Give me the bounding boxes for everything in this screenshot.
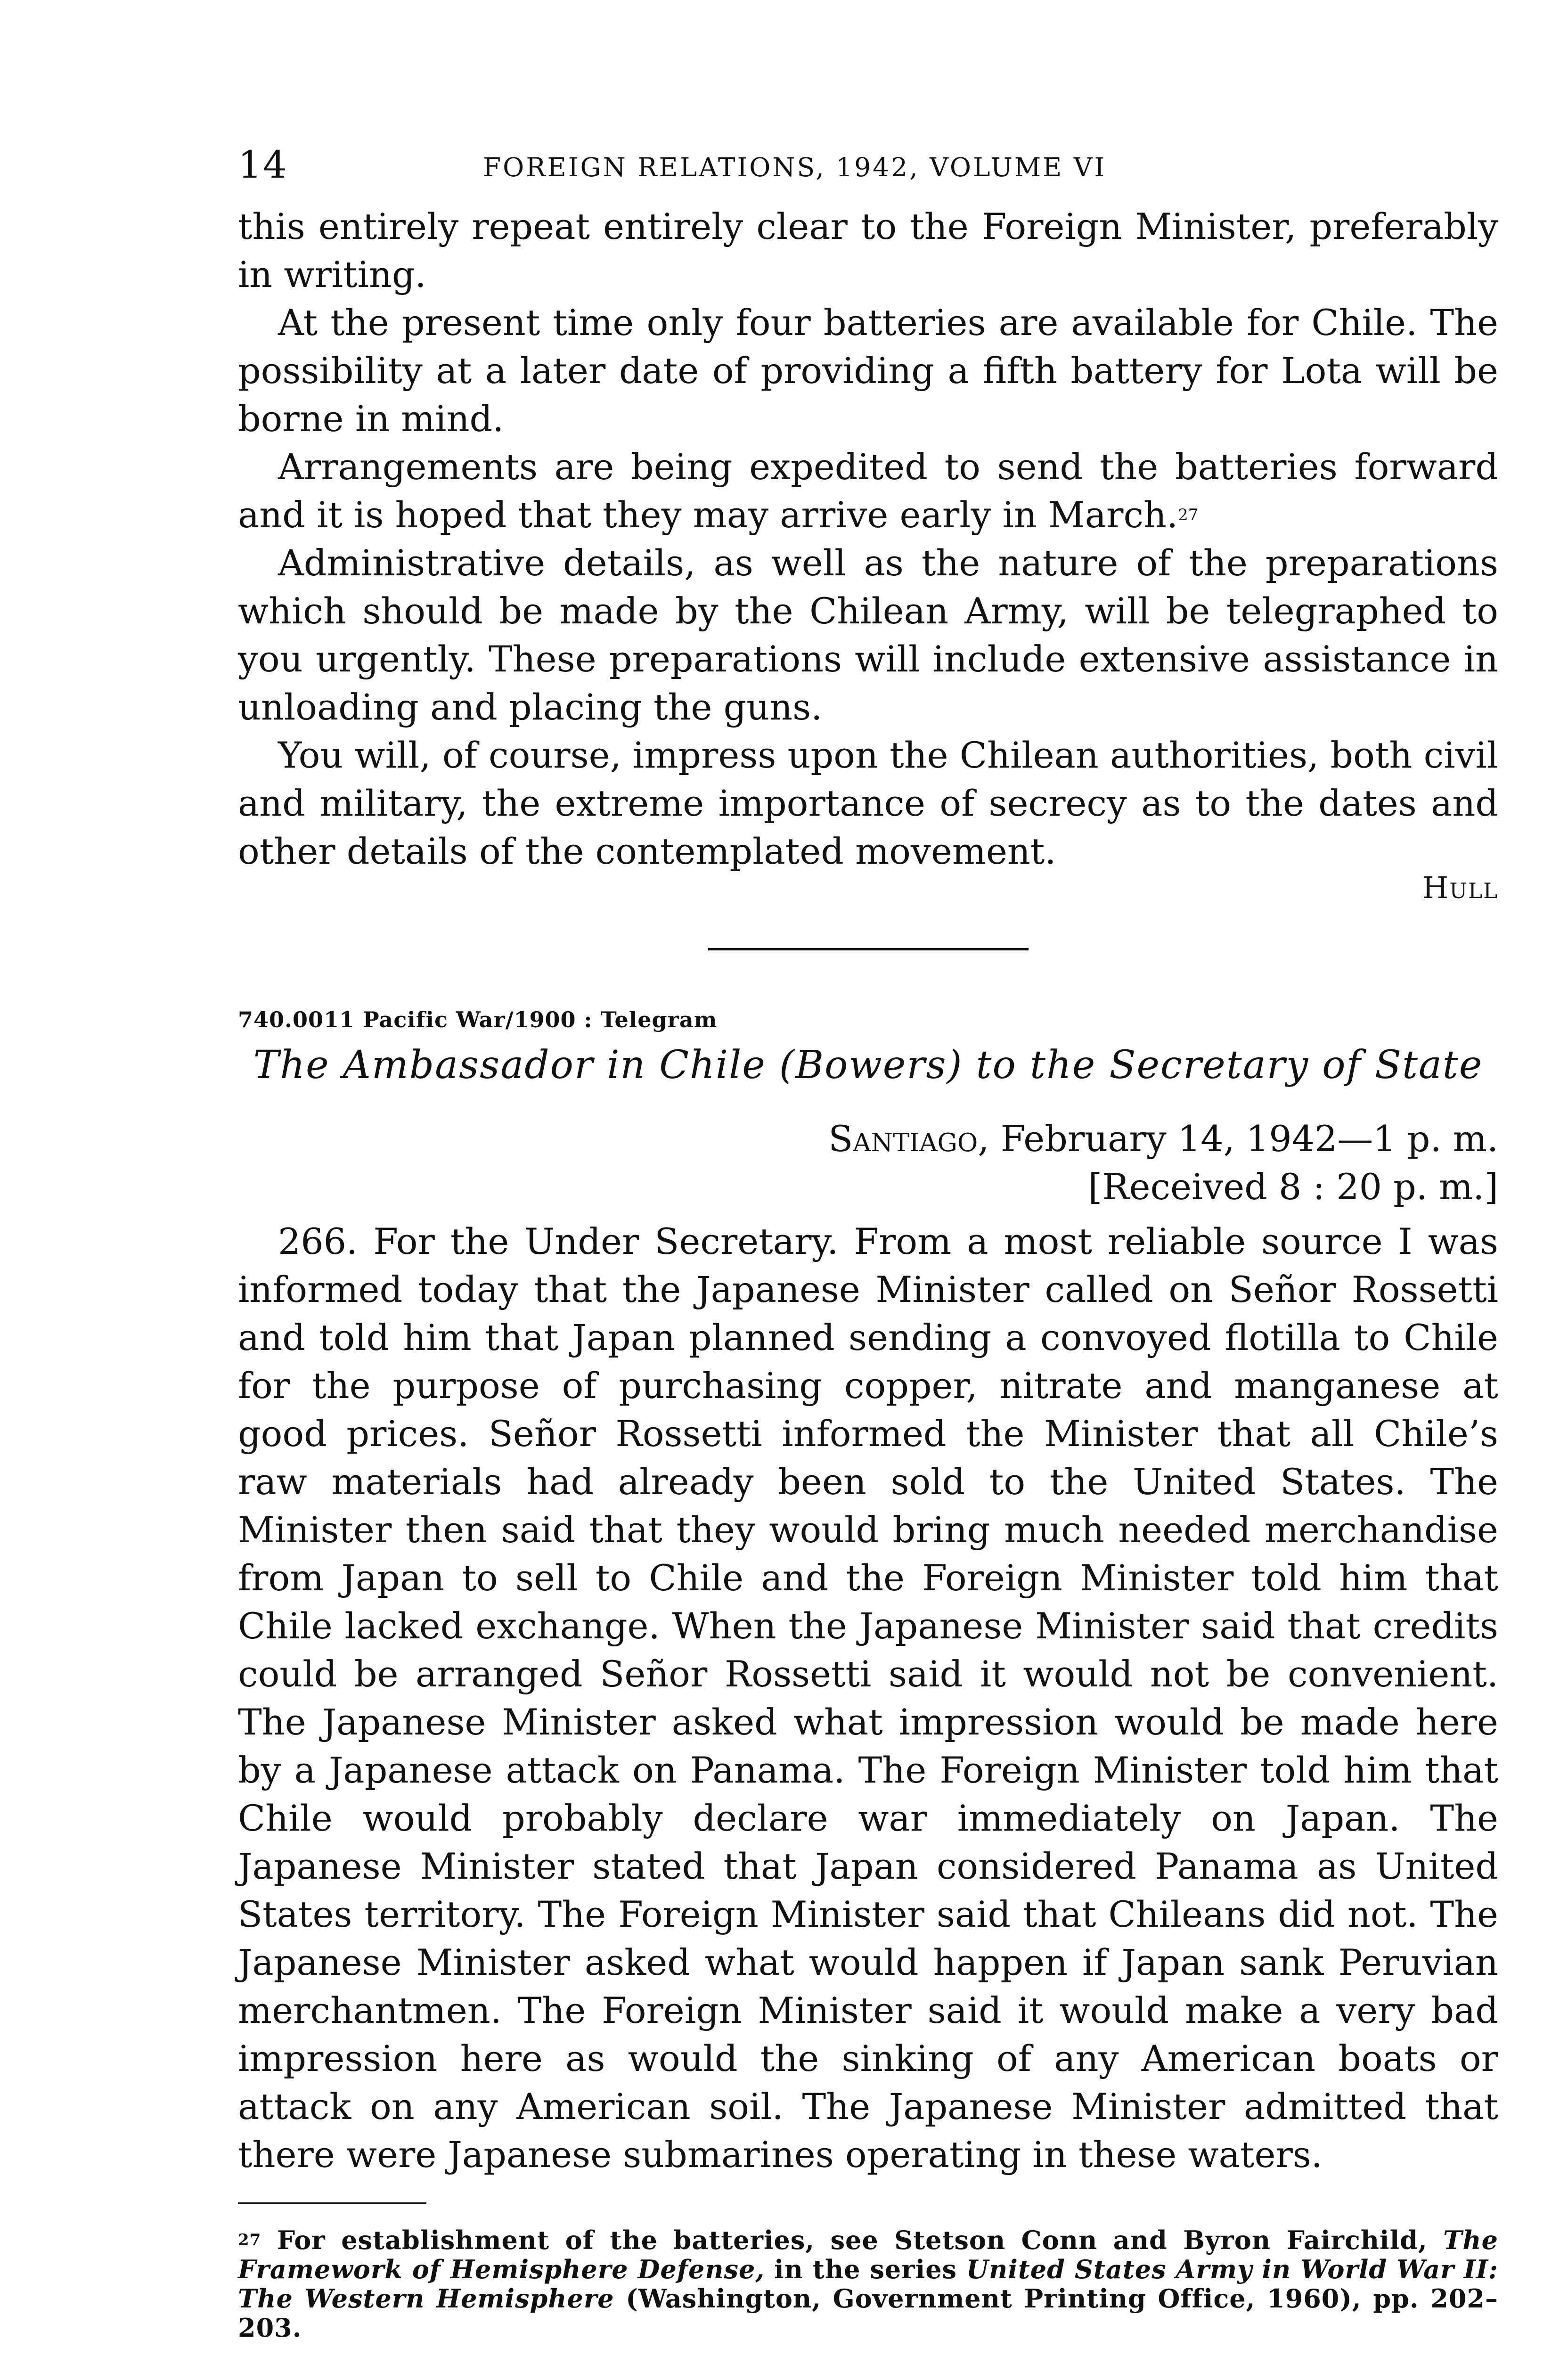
paragraph-text: Arrangements are being expedited to send the batteries forward and it is hoped that they may arrive early in March. [238, 446, 1498, 536]
footnote-marker: 27 [238, 2231, 261, 2250]
dispatch-body [238, 1218, 1498, 2179]
footnote-series-title: United States Army in World War II: The Western Hemisphere [238, 2254, 1498, 2314]
title-part: (Bowers) [779, 1043, 963, 1088]
running-title: FOREIGN RELATIONS, 1942, VOLUME VI [483, 152, 1107, 182]
paragraph: You will, of course, impress upon the Chilean authorities, both civil and military, the extreme importance of secrecy as to the dates and other details of the contemplated movement. [238, 734, 1498, 872]
footnote-text: For establishment of the batteries, see Stetson Conn and Byron Fairchild, [277, 2225, 1444, 2255]
file-reference: 740.0011 Pacific War/1900 : Telegram [238, 1007, 718, 1032]
footnote-text: in the series [765, 2254, 966, 2284]
section-divider [708, 948, 1029, 950]
footnote-book-title: The Framework of Hemisphere Defense, [238, 2225, 1498, 2284]
document-page [238, 143, 1498, 2343]
paragraph [238, 443, 1498, 539]
signature: Hull [1422, 871, 1498, 906]
running-head [238, 143, 1498, 203]
footnote-rule [238, 2202, 426, 2204]
paragraph: this entirely repeat entirely clear to the Foreign Minister, preferably in writing. [238, 205, 1498, 295]
dateline-date: February 14, 1942—1 p. m. [1000, 1118, 1498, 1160]
footnote [238, 2225, 1498, 2342]
dispatch-title [238, 1043, 1498, 1088]
dateline-place: Santiago, [828, 1118, 989, 1160]
title-part: The Ambassador in Chile [253, 1043, 766, 1088]
page-number: 14 [238, 143, 288, 187]
paragraph: Administrative details, as well as the nature of the preparations which should be made by the Chilean Army, will be telegraphed to you urgently. These preparations will include extensive assistance in unloading and placing the guns. [238, 542, 1498, 728]
footnote-text: (Washington, Government Printing Office, 1960), pp. 202–203. [238, 2283, 1498, 2343]
continuation-text [238, 203, 1498, 906]
paragraph: 266. For the Under Secretary. From a most reliable source I was informed today that the Japanese Minister called on Señor Rossetti and told him that Japan planned sending a convoyed flotilla to Chile for the purpose of purchasing copper, nitrate and manganese at good prices. Señor Rossetti informed the Minister that all Chile’s raw materials had already been sold to the United States. The Minister then said that they would bring much needed merchandise from Japan to sell to Chile and the Foreign Minister told him that Chile lacked exchange. When the Japanese Minister said that credits could be arranged Señor Rossetti said it would not be convenient. The Japanese Minister asked what impression would be made here by a Japanese attack on Panama. The Foreign Minister told him that Chile would probably declare war immediately on Japan. The Japanese Minister stated that Japan considered Panama as United States territory. The Foreign Minister said that Chileans did not. The Japanese Minister asked what would happen if Japan sank Peruvian merchantmen. The Foreign Minister said it would make a very bad impression here as would the sinking of any American boats or attack on any American soil. The Japanese Minister admitted that there were Japanese submarines operating in these waters. [238, 1220, 1498, 2176]
received-note: [Received 8 : 20 p. m.] [1088, 1166, 1498, 1208]
footnote-reference[interactable]: 27 [1178, 506, 1199, 524]
title-part: to the Secretary of State [976, 1043, 1483, 1088]
paragraph: At the present time only four batteries are available for Chile. The possibility at a later date of providing a fifth battery for Lota will be borne in mind. [238, 302, 1498, 440]
dateline [238, 1115, 1498, 1163]
